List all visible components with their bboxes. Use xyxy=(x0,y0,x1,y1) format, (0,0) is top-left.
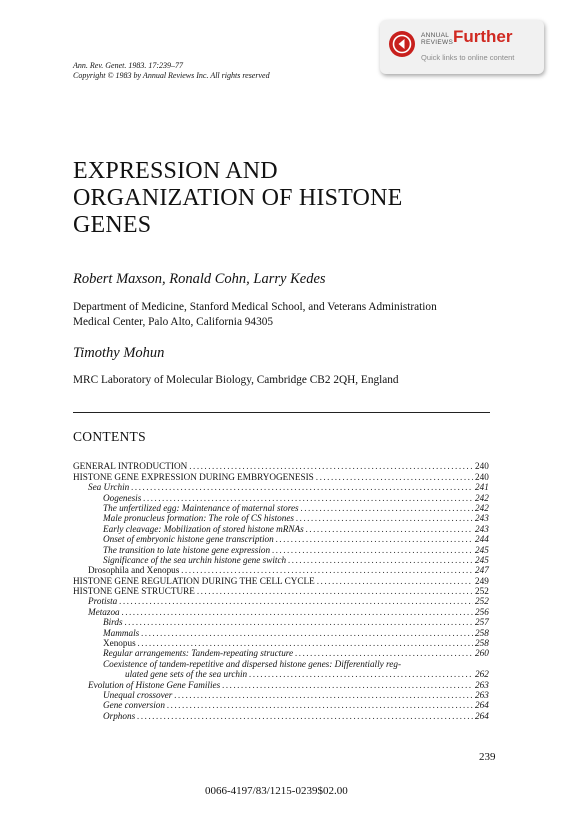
toc-leader xyxy=(276,534,473,544)
toc-page: 240 xyxy=(475,461,489,472)
second-author: Timothy Mohun xyxy=(73,345,165,361)
toc-leader xyxy=(125,617,473,627)
toc-leader xyxy=(131,482,473,492)
toc-entry[interactable] xyxy=(73,461,497,471)
toc-page: 242 xyxy=(475,502,489,513)
toc-entry[interactable] xyxy=(73,658,497,668)
toc-page: 262 xyxy=(475,669,489,680)
toc-page: 243 xyxy=(475,523,489,534)
toc-leader xyxy=(222,680,473,690)
toc-page: 247 xyxy=(475,565,489,576)
article-code: 0066-4197/83/1215-0239$02.00 xyxy=(205,785,348,797)
toc-leader xyxy=(167,700,473,710)
toc-page: 243 xyxy=(475,513,489,524)
toc-page: 252 xyxy=(475,596,489,607)
toc-leader xyxy=(272,545,473,555)
toc-leader xyxy=(295,648,473,658)
toc-leader xyxy=(119,596,473,606)
toc-label: HISTONE GENE STRUCTURE xyxy=(73,586,195,597)
toc-leader xyxy=(317,576,473,586)
toc-entry[interactable] xyxy=(73,638,497,648)
toc-label: Regular arrangements: Tandem-repeating structure xyxy=(103,648,294,659)
toc-leader xyxy=(189,461,473,471)
toc-entry[interactable] xyxy=(73,606,497,616)
toc-label: Protista xyxy=(88,596,118,607)
toc-page: 263 xyxy=(475,679,489,690)
title-line: GENES xyxy=(73,212,152,238)
toc-label: HISTONE GENE EXPRESSION DURING EMBRYOGENESIS xyxy=(73,471,314,482)
toc-label: Evolution of Histone Gene Families xyxy=(88,679,221,690)
title-line: ORGANIZATION OF HISTONE xyxy=(73,185,403,211)
toc-label: Significance of the sea urchin histone gene switch xyxy=(103,554,287,565)
toc-entry[interactable] xyxy=(73,544,497,554)
toc-entry[interactable] xyxy=(73,575,497,585)
annual-reviews-logo-icon xyxy=(389,31,415,57)
annual-word: ANNUAL xyxy=(421,32,450,39)
annual-reviews-wordmark xyxy=(421,32,453,46)
contents-heading: CONTENTS xyxy=(73,429,146,444)
toc-page: 244 xyxy=(475,534,489,545)
toc-page: 257 xyxy=(475,617,489,628)
toc-page: 242 xyxy=(475,492,489,503)
toc-leader xyxy=(197,586,473,596)
toc-entry[interactable] xyxy=(73,627,497,637)
toc-leader xyxy=(122,607,473,617)
toc-page: 245 xyxy=(475,554,489,565)
affiliation-line: Medical Center, Palo Alto, California 94305 xyxy=(73,316,274,328)
toc-leader xyxy=(143,493,473,503)
toc-page: 256 xyxy=(475,606,489,617)
toc-label: Sea Urchin xyxy=(88,482,130,493)
journal-citation-line: Ann. Rev. Genet. 1983. 17:239–77 xyxy=(73,61,184,70)
toc-leader xyxy=(296,513,473,523)
toc-label: The transition to late histone gene expression xyxy=(103,544,271,555)
further-banner[interactable] xyxy=(380,20,544,74)
toc-entry[interactable] xyxy=(73,555,497,565)
toc-label: Early cleavage: Mobilization of stored histone mRNAs xyxy=(103,523,304,534)
toc-entry[interactable] xyxy=(73,679,497,689)
toc-entry[interactable] xyxy=(73,565,497,575)
toc-entry[interactable] xyxy=(73,492,497,502)
toc-page: 264 xyxy=(475,700,489,711)
toc-leader xyxy=(137,711,473,721)
toc-label: ulated gene sets of the sea urchin xyxy=(125,669,248,680)
second-affiliation: MRC Laboratory of Molecular Biology, Cambridge CB2 2QH, England xyxy=(73,374,399,386)
section-divider xyxy=(73,412,490,413)
copyright-line: Copyright © 1983 by Annual Reviews Inc. All rights reserved xyxy=(73,71,270,80)
affiliation-line: Department of Medicine, Stanford Medical School, and Veterans Administration xyxy=(73,301,437,313)
toc-leader xyxy=(249,669,473,679)
toc-entry[interactable] xyxy=(73,523,497,533)
toc-entry[interactable] xyxy=(73,690,497,700)
toc-leader xyxy=(174,690,473,700)
toc-label: Coexistence of tandem-repetitive and dispersed histone genes: Differentially reg- xyxy=(103,658,402,669)
toc-page: 258 xyxy=(475,638,489,649)
toc-label: Mammals xyxy=(103,627,140,638)
toc-leader xyxy=(138,638,473,648)
toc-label: The unfertilized egg: Maintenance of maternal stores xyxy=(103,502,299,513)
toc-page: 245 xyxy=(475,544,489,555)
author-list: Robert Maxson, Ronald Cohn, Larry Kedes xyxy=(73,271,326,287)
journal-citation xyxy=(73,61,270,81)
toc-label: Oogenesis xyxy=(103,492,142,503)
further-label: Further xyxy=(453,27,513,46)
toc-entry[interactable] xyxy=(73,710,497,720)
quick-links-label: Quick links to online content xyxy=(421,53,515,62)
toc-entry[interactable] xyxy=(73,513,497,523)
affiliation xyxy=(73,300,493,330)
toc-entry[interactable] xyxy=(73,534,497,544)
article-title xyxy=(73,158,493,239)
reviews-word: REVIEWS xyxy=(421,39,454,46)
toc-entry[interactable] xyxy=(73,669,497,679)
toc-label: Xenopus xyxy=(103,638,136,649)
toc-label: GENERAL INTRODUCTION xyxy=(73,461,188,472)
toc-label: Male pronucleus formation: The role of CS histones xyxy=(103,513,294,524)
toc-page: 258 xyxy=(475,627,489,638)
toc-entry[interactable] xyxy=(73,503,497,513)
toc-entry[interactable] xyxy=(73,700,497,710)
toc-label: Orphons xyxy=(103,710,136,721)
toc-page: 249 xyxy=(475,575,489,586)
toc-leader xyxy=(181,565,473,575)
toc-page: 263 xyxy=(475,689,489,700)
toc-label: HISTONE GENE REGULATION DURING THE CELL CYCLE xyxy=(73,575,315,586)
toc-leader xyxy=(306,524,473,534)
toc-label: Birds xyxy=(103,617,123,628)
toc-entry[interactable] xyxy=(73,586,497,596)
toc-page: 260 xyxy=(475,648,489,659)
toc-entry[interactable] xyxy=(73,482,497,492)
toc-page: 241 xyxy=(475,482,489,493)
toc-page: 264 xyxy=(475,710,489,721)
table-of-contents xyxy=(73,461,497,721)
toc-label: Unequal crossover xyxy=(103,689,173,700)
toc-entry[interactable] xyxy=(73,648,497,658)
toc-entry[interactable] xyxy=(73,617,497,627)
title-line: EXPRESSION AND xyxy=(73,158,278,184)
toc-leader xyxy=(301,503,473,513)
toc-label: Drosophila and Xenopus xyxy=(88,565,180,576)
toc-page: 240 xyxy=(475,471,489,482)
toc-leader xyxy=(141,628,473,638)
toc-entry[interactable] xyxy=(73,471,497,481)
toc-label: Gene conversion xyxy=(103,700,165,711)
toc-page: 252 xyxy=(475,586,489,597)
toc-label: Onset of embryonic histone gene transcription xyxy=(103,534,274,545)
toc-leader xyxy=(288,555,473,565)
page-number: 239 xyxy=(479,751,496,763)
toc-entry[interactable] xyxy=(73,596,497,606)
toc-leader xyxy=(316,472,473,482)
toc-label: Metazoa xyxy=(88,606,120,617)
